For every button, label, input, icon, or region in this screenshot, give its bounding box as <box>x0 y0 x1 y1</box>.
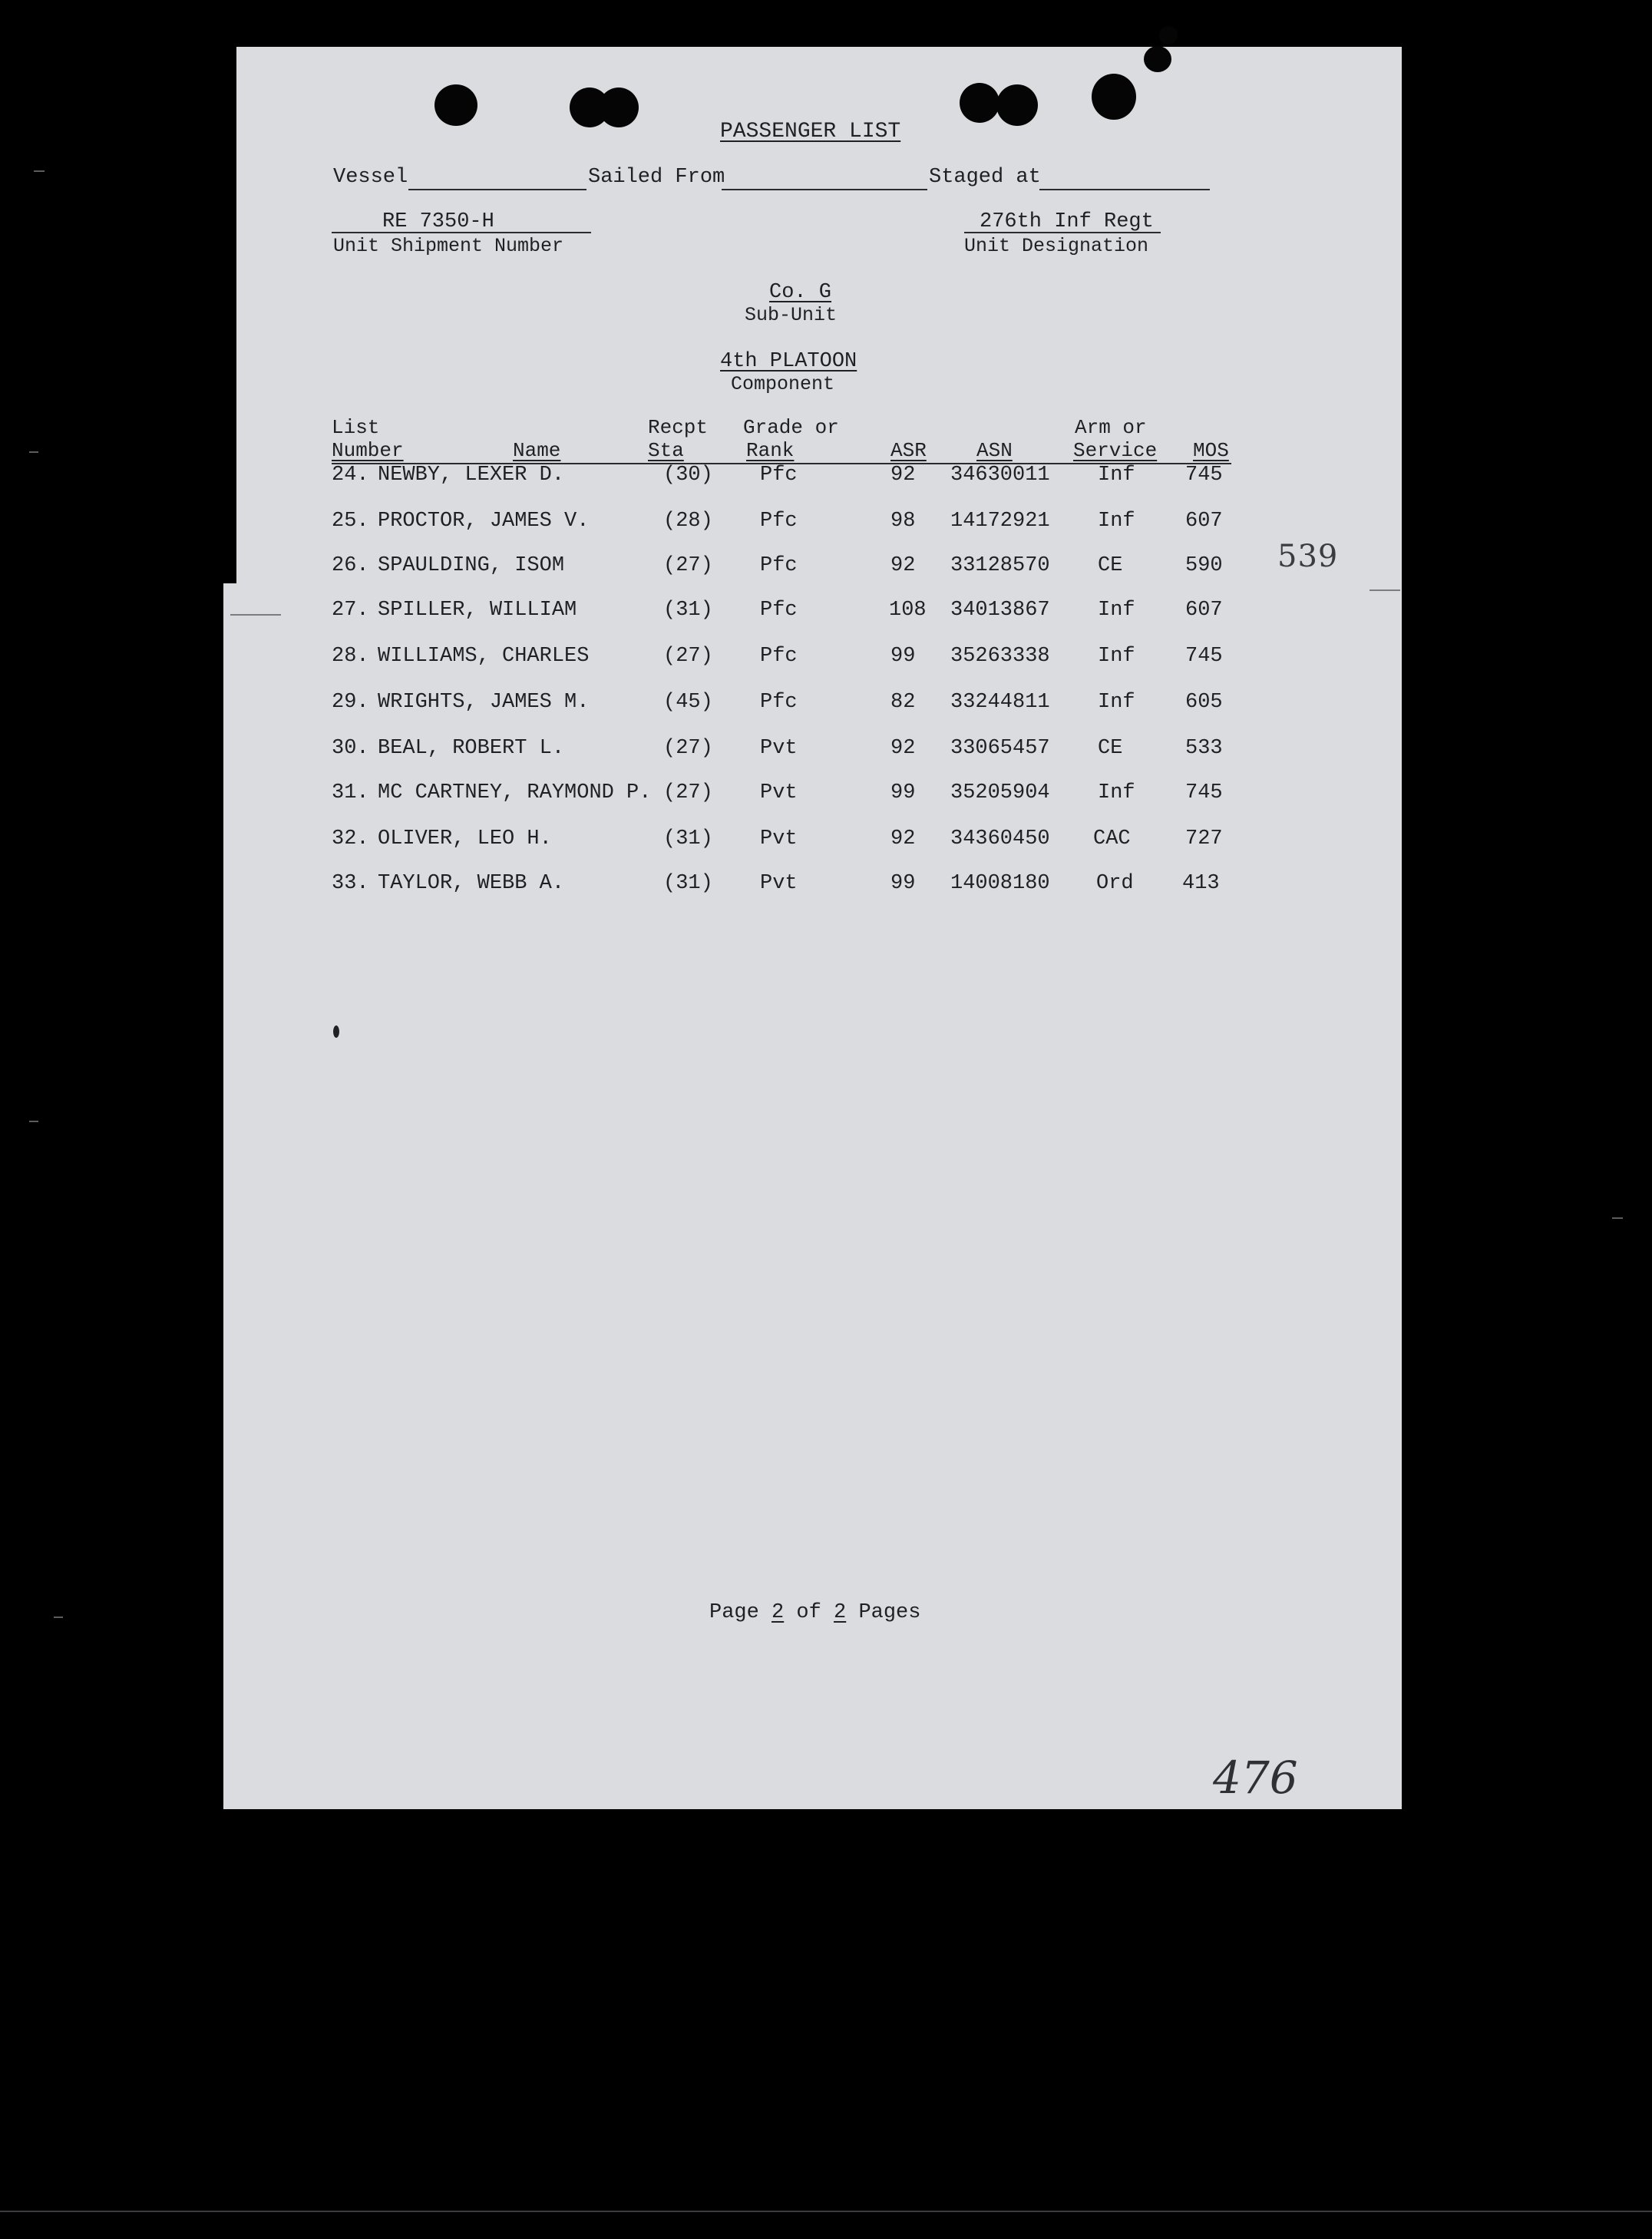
col-header-mos: MOS <box>1193 439 1229 462</box>
col-header-number: Number <box>332 439 404 462</box>
sailed-from-field <box>722 189 927 190</box>
row-name: NEWBY, LEXER D. <box>378 464 565 487</box>
row-mos: 413 <box>1182 872 1220 895</box>
row-rank: Pvt <box>760 781 798 804</box>
page-total: 2 <box>834 1601 847 1624</box>
edge-mark <box>29 451 38 453</box>
row-sta: (27) <box>663 737 713 760</box>
page-current: 2 <box>771 1601 785 1624</box>
row-number: 33. <box>332 872 369 895</box>
sub-unit-label: Sub-Unit <box>745 304 838 326</box>
row-number: 31. <box>332 781 369 804</box>
row-asr: 92 <box>890 554 916 577</box>
staged-at-label: Staged at <box>929 166 1041 189</box>
row-sta: (27) <box>663 781 713 804</box>
row-rank: Pfc <box>760 645 798 668</box>
col-header-asn: ASN <box>976 439 1013 462</box>
bottom-edge-line <box>0 2211 1652 2212</box>
col-header-asr: ASR <box>890 439 927 462</box>
paper-sheet <box>223 583 1402 1809</box>
row-name: PROCTOR, JAMES V. <box>378 510 590 533</box>
row-rank: Pfc <box>760 599 798 622</box>
row-number: 27. <box>332 599 369 622</box>
punch-hole-3 <box>599 88 639 127</box>
row-sta: (31) <box>663 599 713 622</box>
torn-corner <box>1144 46 1171 72</box>
row-rank: Pvt <box>760 872 798 895</box>
row-mos: 727 <box>1185 827 1223 850</box>
component-label: Component <box>731 373 835 395</box>
row-asr: 99 <box>890 645 916 668</box>
unit-shipment-line <box>332 232 591 233</box>
row-number: 24. <box>332 464 369 487</box>
row-asn: 34630011 <box>950 464 1050 487</box>
col-header-rank: Rank <box>746 439 795 462</box>
sailed-from-label: Sailed From <box>588 166 725 189</box>
edge-mark <box>1612 1217 1623 1219</box>
row-asn: 33128570 <box>950 554 1050 577</box>
col-header-sta: Sta <box>648 439 684 462</box>
row-rank: Pvt <box>760 827 798 850</box>
row-mos: 533 <box>1185 737 1223 760</box>
ink-blot <box>333 1025 339 1038</box>
unit-shipment-number: RE 7350-H <box>382 210 494 233</box>
row-sta: (31) <box>663 872 713 895</box>
row-number: 28. <box>332 645 369 668</box>
document-title: PASSENGER LIST <box>720 120 901 144</box>
row-sta: (27) <box>663 645 713 668</box>
row-mos: 607 <box>1185 599 1223 622</box>
col-header-list: List <box>332 416 380 439</box>
margin-dash <box>1370 589 1400 591</box>
margin-dash <box>230 614 281 616</box>
row-service: Inf <box>1098 691 1135 714</box>
row-name: WRIGHTS, JAMES M. <box>378 691 590 714</box>
staged-at-field <box>1039 189 1210 190</box>
vessel-field <box>408 189 586 190</box>
row-asn: 14172921 <box>950 510 1050 533</box>
row-asr: 108 <box>889 599 927 622</box>
row-rank: Pfc <box>760 554 798 577</box>
row-service: Inf <box>1098 599 1135 622</box>
row-asn: 35263338 <box>950 645 1050 668</box>
row-service: CAC <box>1093 827 1131 850</box>
row-name: SPAULDING, ISOM <box>378 554 565 577</box>
margin-stamp-number: 539 <box>1277 539 1339 574</box>
row-sta: (28) <box>663 510 713 533</box>
row-name: WILLIAMS, CHARLES <box>378 645 590 668</box>
col-header-arm: Arm or <box>1075 416 1147 439</box>
edge-mark <box>34 170 45 172</box>
page-suffix: Pages <box>858 1601 921 1624</box>
row-number: 30. <box>332 737 369 760</box>
row-asn: 34360450 <box>950 827 1050 850</box>
row-service: Ord <box>1096 872 1134 895</box>
row-number: 25. <box>332 510 369 533</box>
row-name: OLIVER, LEO H. <box>378 827 552 850</box>
page-footer <box>709 1603 920 1623</box>
row-asn: 35205904 <box>950 781 1050 804</box>
row-mos: 745 <box>1185 781 1223 804</box>
row-rank: Pvt <box>760 737 798 760</box>
col-header-service: Service <box>1073 439 1158 462</box>
torn-corner-2 <box>1159 26 1178 45</box>
row-number: 29. <box>332 691 369 714</box>
row-mos: 590 <box>1185 554 1223 577</box>
row-rank: Pfc <box>760 510 798 533</box>
edge-mark <box>54 1617 63 1618</box>
handwritten-page-number: 476 <box>1213 1752 1298 1804</box>
row-service: CE <box>1098 554 1123 577</box>
row-asn: 14008180 <box>950 872 1050 895</box>
col-header-name: Name <box>513 439 561 462</box>
row-service: Inf <box>1098 510 1135 533</box>
row-asr: 92 <box>890 737 916 760</box>
row-service: Inf <box>1098 464 1135 487</box>
row-mos: 605 <box>1185 691 1223 714</box>
vessel-label: Vessel <box>333 166 408 189</box>
row-mos: 607 <box>1185 510 1223 533</box>
sub-unit-value: Co. G <box>769 281 832 304</box>
row-asr: 99 <box>890 872 916 895</box>
torn-hole <box>1092 74 1136 120</box>
row-mos: 745 <box>1185 645 1223 668</box>
row-sta: (27) <box>663 554 713 577</box>
row-sta: (31) <box>663 827 713 850</box>
unit-designation: 276th Inf Regt <box>980 210 1154 233</box>
unit-designation-line <box>964 232 1161 233</box>
row-asr: 82 <box>890 691 916 714</box>
row-asn: 33065457 <box>950 737 1050 760</box>
row-asr: 99 <box>890 781 916 804</box>
row-service: CE <box>1098 737 1123 760</box>
row-service: Inf <box>1098 645 1135 668</box>
punch-hole-4 <box>960 83 999 123</box>
row-number: 32. <box>332 827 369 850</box>
row-mos: 745 <box>1185 464 1223 487</box>
row-number: 26. <box>332 554 369 577</box>
edge-mark <box>29 1121 38 1122</box>
row-asr: 92 <box>890 827 916 850</box>
col-header-grade: Grade or <box>743 416 839 439</box>
row-name: TAYLOR, WEBB A. <box>378 872 565 895</box>
row-asr: 92 <box>890 464 916 487</box>
row-asr: 98 <box>890 510 916 533</box>
punch-hole-1 <box>434 84 477 126</box>
row-name: MC CARTNEY, RAYMOND P. <box>378 781 652 804</box>
row-name: SPILLER, WILLIAM <box>378 599 577 622</box>
row-rank: Pfc <box>760 691 798 714</box>
unit-shipment-label: Unit Shipment Number <box>333 235 564 257</box>
punch-hole-5 <box>996 84 1038 126</box>
page-prefix: Page <box>709 1601 759 1624</box>
col-header-recpt: Recpt <box>648 416 709 439</box>
row-service: Inf <box>1098 781 1135 804</box>
row-sta: (30) <box>663 464 713 487</box>
row-sta: (45) <box>663 691 713 714</box>
page-of: of <box>796 1601 821 1624</box>
row-rank: Pfc <box>760 464 798 487</box>
row-asn: 34013867 <box>950 599 1050 622</box>
unit-designation-label: Unit Designation <box>964 235 1149 257</box>
row-name: BEAL, ROBERT L. <box>378 737 565 760</box>
row-asn: 33244811 <box>950 691 1050 714</box>
component-value: 4th PLATOON <box>720 350 857 373</box>
